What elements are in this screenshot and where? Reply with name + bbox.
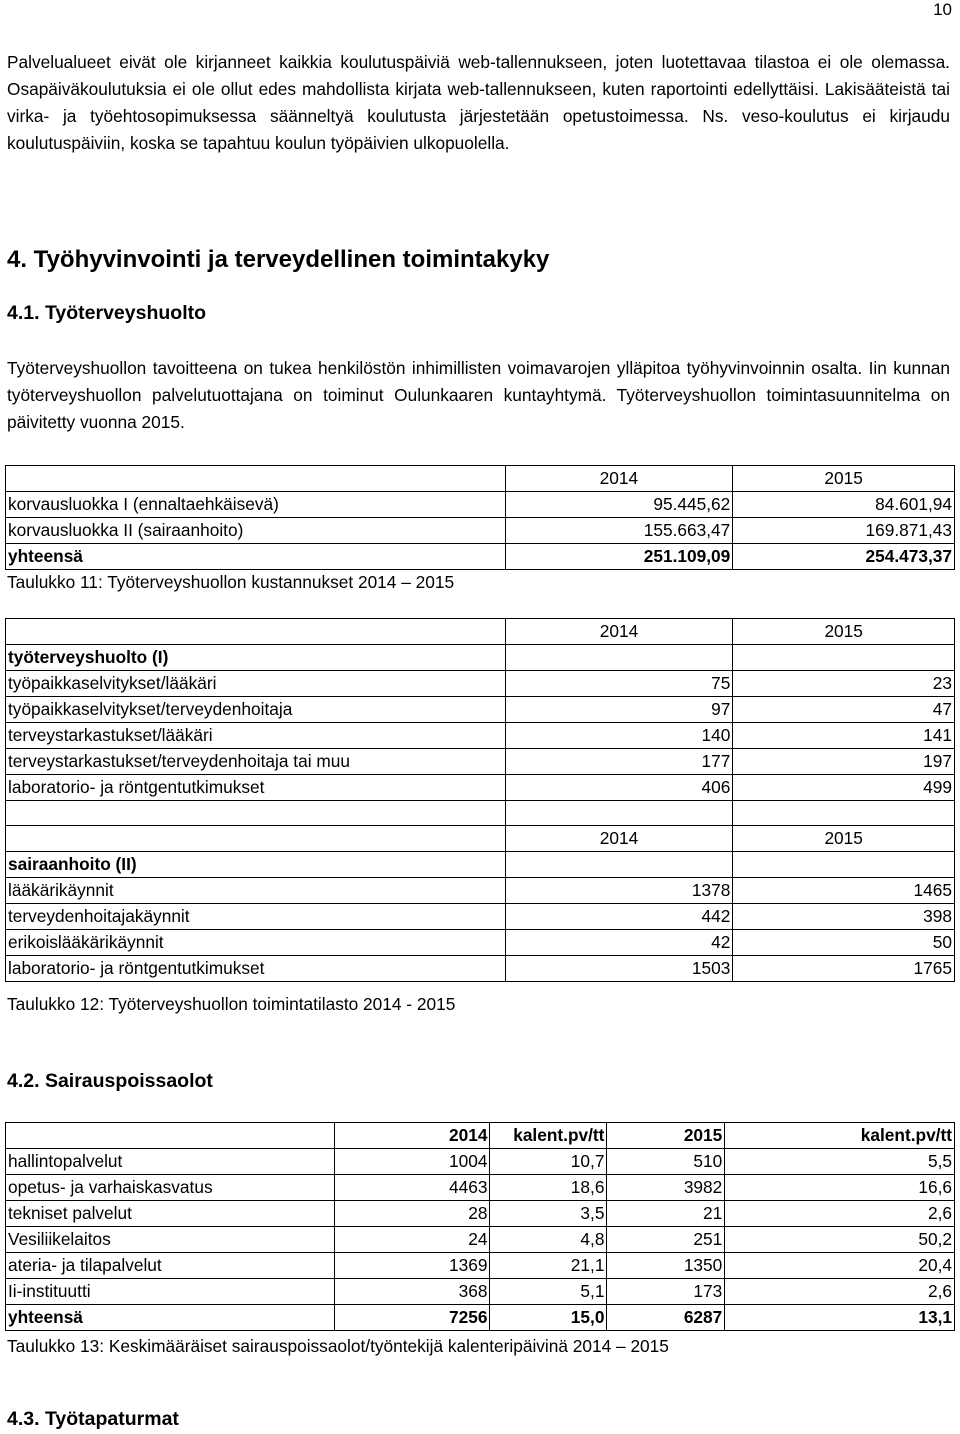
table-cell: 1004	[334, 1149, 490, 1175]
table-cell: 3982	[607, 1175, 725, 1201]
table-cell: tekniset palvelut	[6, 1201, 335, 1227]
table-cell: 42	[505, 930, 733, 956]
table-cell: 50,2	[725, 1227, 955, 1253]
table-cell: 84.601,94	[733, 492, 955, 518]
table-cell: 21,1	[490, 1253, 607, 1279]
table-cell: terveydenhoitajakäynnit	[6, 904, 506, 930]
table-cell: 368	[334, 1279, 490, 1305]
table-cell: korvausluokka II (sairaanhoito)	[6, 518, 506, 544]
table-header-cell: 2015	[733, 466, 955, 492]
table-13-caption: Taulukko 13: Keskimääräiset sairauspoissaolot/työntekijä kalenteripäivinä 2014 – 2015	[7, 1336, 669, 1356]
table-group-title: sairaanhoito (II)	[6, 852, 506, 878]
table-row	[6, 1201, 955, 1227]
table-cell: 4463	[334, 1175, 490, 1201]
table-cell: 510	[607, 1149, 725, 1175]
table-cell: 173	[607, 1279, 725, 1305]
table-cell: 177	[505, 749, 733, 775]
table-cell: 169.871,43	[733, 518, 955, 544]
table-cell: 1503	[505, 956, 733, 982]
table-cell: 1465	[733, 878, 955, 904]
table-cell: 7256	[334, 1305, 490, 1331]
table-row	[6, 749, 955, 775]
section-4-heading: 4. Työhyvinvointi ja terveydellinen toimintakyky	[7, 246, 550, 273]
table-header-cell	[6, 826, 506, 852]
table-row	[6, 956, 955, 982]
table-cell: 155.663,47	[505, 518, 733, 544]
table-cell: lääkärikäynnit	[6, 878, 506, 904]
table-cell: 21	[607, 1201, 725, 1227]
table-cell: 16,6	[725, 1175, 955, 1201]
table-header-cell: kalent.pv/tt	[725, 1123, 955, 1149]
table-cell: opetus- ja varhaiskasvatus	[6, 1175, 335, 1201]
table-cell: yhteensä	[6, 544, 506, 570]
table-13	[5, 1122, 955, 1331]
table-cell: 97	[505, 697, 733, 723]
table-row	[6, 904, 955, 930]
table-cell: ateria- ja tilapalvelut	[6, 1253, 335, 1279]
table-12-caption: Taulukko 12: Työterveyshuollon toimintatilasto 2014 - 2015	[7, 994, 456, 1014]
table-cell: 28	[334, 1201, 490, 1227]
table-cell: 1378	[505, 878, 733, 904]
table-cell: 1369	[334, 1253, 490, 1279]
section-4-3-heading: 4.3. Työtapaturmat	[7, 1408, 179, 1430]
table-row	[6, 878, 955, 904]
table-cell: 3,5	[490, 1201, 607, 1227]
section-4-1-heading: 4.1. Työterveyshuolto	[7, 302, 207, 324]
table-cell: 47	[733, 697, 955, 723]
table-cell: 15,0	[490, 1305, 607, 1331]
table-header-cell: 2015	[733, 826, 955, 852]
table-row	[6, 518, 955, 544]
table-cell: laboratorio- ja röntgentutkimukset	[6, 775, 506, 801]
table-cell: erikoislääkärikäynnit	[6, 930, 506, 956]
table-cell: 4,8	[490, 1227, 607, 1253]
table-row	[6, 1253, 955, 1279]
table-cell: 5,1	[490, 1279, 607, 1305]
table-header-cell: 2014	[505, 466, 733, 492]
table-11-caption: Taulukko 11: Työterveyshuollon kustannukset 2014 – 2015	[7, 572, 455, 592]
table-row	[6, 723, 955, 749]
table-cell: korvausluokka I (ennaltaehkäisevä)	[6, 492, 506, 518]
table-header-cell: 2014	[505, 826, 733, 852]
table-row	[6, 1149, 955, 1175]
table-row	[6, 775, 955, 801]
table-12	[5, 618, 955, 982]
table-cell: 13,1	[725, 1305, 955, 1331]
table-cell: 2,6	[725, 1201, 955, 1227]
table-cell: 23	[733, 671, 955, 697]
table-row	[6, 697, 955, 723]
table-12-header-row	[6, 619, 955, 645]
table-cell: 50	[733, 930, 955, 956]
table-cell: Ii-instituutti	[6, 1279, 335, 1305]
table-11-header-row	[6, 466, 955, 492]
section-4-2-heading: 4.2. Sairauspoissaolot	[7, 1070, 213, 1092]
table-cell: 251.109,09	[505, 544, 733, 570]
table-cell: 1765	[733, 956, 955, 982]
intro-paragraph: Palvelualueet eivät ole kirjanneet kaikkia koulutuspäiviä web-tallennukseen, joten luotettavaa tilastoa ei ole olemassa. Osapäiväkoulutuksia ei ole ollut edes mahdollista kirjata web-tallennukseen, kuten raportointi edellyttäisi. Lakisääteistä tai virka- ja työehtosopimuksessa säänneltyä koulutusta järjestetään opetustoimessa. Ns. veso-koulutus ei kirjaudu koulutuspäiviin, koska se tapahtuu koulun työpäivien ulkopuolella.	[7, 52, 950, 153]
table-cell: 20,4	[725, 1253, 955, 1279]
table-cell: 140	[505, 723, 733, 749]
table-header-cell: 2015	[607, 1123, 725, 1149]
table-cell: 6287	[607, 1305, 725, 1331]
table-total-row	[6, 544, 955, 570]
table-row	[6, 1175, 955, 1201]
table-cell: 251	[607, 1227, 725, 1253]
table-cell: 18,6	[490, 1175, 607, 1201]
table-11	[5, 465, 955, 570]
table-header-cell: 2014	[334, 1123, 490, 1149]
table-cell: 1350	[607, 1253, 725, 1279]
table-cell: terveystarkastukset/terveydenhoitaja tai muu	[6, 749, 506, 775]
table-total-row	[6, 1305, 955, 1331]
section-4-1-paragraph: Työterveyshuollon tavoitteena on tukea henkilöstön inhimillisten voimavarojen ylläpitoa työhyvinvoinnin osalta. Iin kunnan työterveyshuollon palvelutuottajana on toiminut Oulunkaaren kuntayhtymä. Työterveyshuollon toimintasuunnitelma on päivitetty vuonna 2015.	[7, 358, 950, 432]
table-cell: terveystarkastukset/lääkäri	[6, 723, 506, 749]
table-spacer-row	[6, 801, 955, 826]
table-cell: 2,6	[725, 1279, 955, 1305]
table-group-title-row	[6, 852, 955, 878]
table-cell: 5,5	[725, 1149, 955, 1175]
table-cell: 499	[733, 775, 955, 801]
table-12-header-row-2	[6, 826, 955, 852]
table-cell: 254.473,37	[733, 544, 955, 570]
table-cell: 95.445,62	[505, 492, 733, 518]
table-header-cell	[6, 466, 506, 492]
table-cell: hallintopalvelut	[6, 1149, 335, 1175]
table-row	[6, 930, 955, 956]
table-row	[6, 492, 955, 518]
table-header-cell: 2014	[505, 619, 733, 645]
table-cell: 197	[733, 749, 955, 775]
table-cell: 141	[733, 723, 955, 749]
table-header-cell: kalent.pv/tt	[490, 1123, 607, 1149]
page-number: 10	[933, 0, 952, 19]
table-header-cell	[6, 619, 506, 645]
table-cell: yhteensä	[6, 1305, 335, 1331]
table-cell: laboratorio- ja röntgentutkimukset	[6, 956, 506, 982]
table-cell: 10,7	[490, 1149, 607, 1175]
table-cell: 406	[505, 775, 733, 801]
table-cell: 75	[505, 671, 733, 697]
table-cell: työpaikkaselvitykset/terveydenhoitaja	[6, 697, 506, 723]
table-13-header-row	[6, 1123, 955, 1149]
table-group-title: työterveyshuolto (I)	[6, 645, 506, 671]
table-cell: työpaikkaselvitykset/lääkäri	[6, 671, 506, 697]
table-header-cell	[6, 1123, 335, 1149]
table-row	[6, 1279, 955, 1305]
table-cell: 24	[334, 1227, 490, 1253]
table-cell: 398	[733, 904, 955, 930]
table-cell: 442	[505, 904, 733, 930]
table-row	[6, 671, 955, 697]
table-cell: Vesiliikelaitos	[6, 1227, 335, 1253]
table-header-cell: 2015	[733, 619, 955, 645]
table-group-title-row	[6, 645, 955, 671]
table-row	[6, 1227, 955, 1253]
